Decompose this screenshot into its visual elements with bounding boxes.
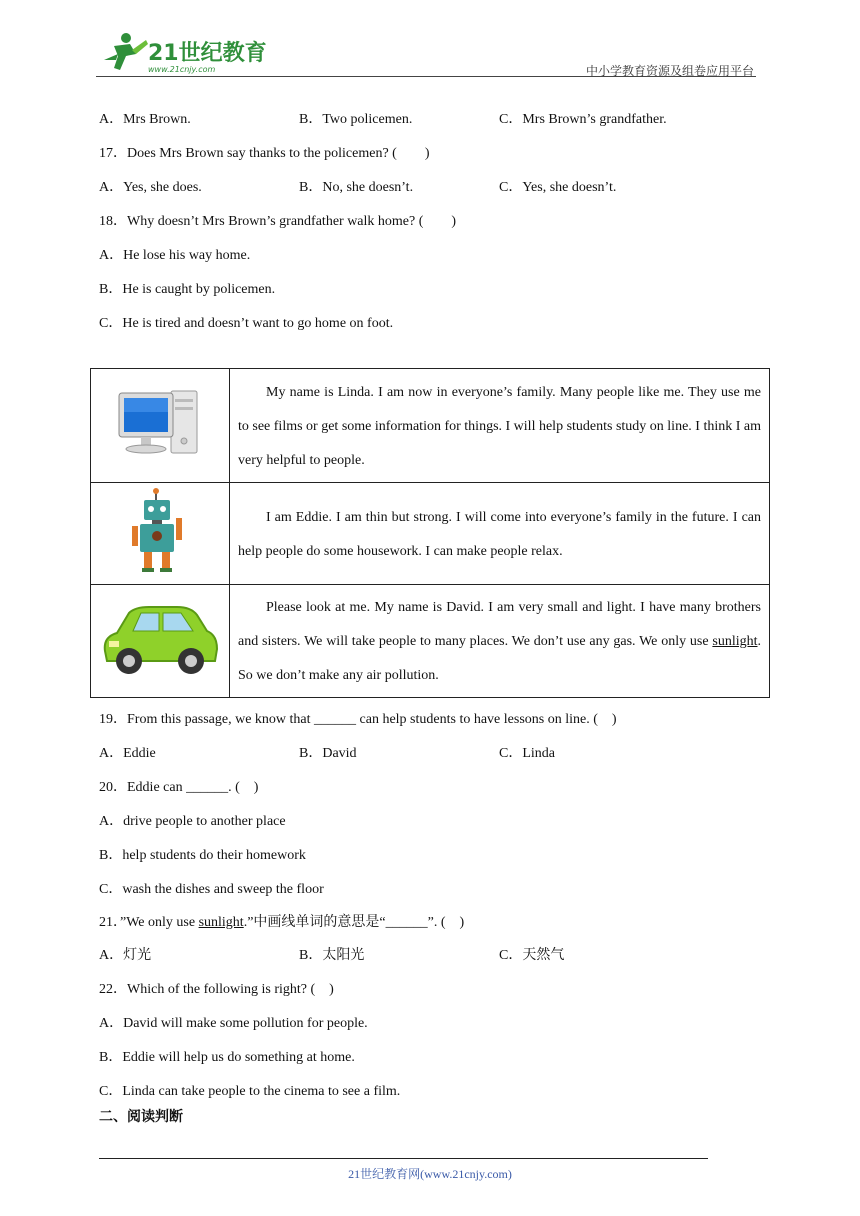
logo-text: 21世纪教育 [148, 41, 267, 66]
underlined-word: sunlight [712, 634, 758, 649]
q20-option-b: B．help students do their homework [99, 848, 306, 863]
q22-option-c: C．Linda can take people to the cinema to see a film. [99, 1084, 401, 1099]
q19-option-a: A．Eddie [99, 746, 156, 761]
q20-option-a: A．drive people to another place [99, 814, 286, 829]
q16-option-a: A．Mrs Brown. [99, 112, 191, 127]
q21-option-c: C．天然气 [499, 948, 565, 963]
passage-row [91, 483, 770, 585]
q21-question: 21．”We only use sunlight.”中画线单词的意思是“______”. ( ) [99, 915, 465, 930]
passage-row [91, 585, 770, 698]
platform-name: 中小学教育资源及组卷应用平台 [585, 64, 754, 78]
q22-option-a: A．David will make some pollution for people. [99, 1016, 368, 1031]
q18-question: 18．Why doesn’t Mrs Brown’s grandfather walk home? ( ) [99, 214, 457, 229]
q21-option-a: A．灯光 [99, 948, 152, 963]
underlined-word: sunlight [198, 915, 244, 930]
q21-option-b: B．太阳光 [299, 948, 365, 963]
q17-question: 17．Does Mrs Brown say thanks to the policemen? ( ) [99, 146, 430, 161]
q16-option-b: B．Two policemen. [299, 112, 413, 127]
q20-question: 20．Eddie can ______. ( ) [99, 780, 259, 795]
footer-text: 21世纪教育网(www.21cnjy.com) [348, 1167, 512, 1181]
car-icon [99, 601, 221, 677]
passage-david: Please look at me. My name is David. I am very small and light. I have many brothers and sisters. We will take people to many places. We don’t use any gas. We only use sunlight. So we don’t make any air pollution. [230, 585, 770, 698]
q17-option-c: C．Yes, she doesn’t. [499, 180, 617, 195]
q19-question: 19．From this passage, we know that ______ can help students to have lessons on line. ( ) [99, 712, 617, 727]
passage-row [91, 369, 770, 483]
passage-eddie: I am Eddie. I am thin but strong. I will come into everyone’s family in the future. I can help people do some housework. I can make people relax. [230, 483, 770, 585]
q17-option-b: B．No, she doesn’t. [299, 180, 414, 195]
robot-icon [130, 488, 190, 574]
q18-option-b: B．He is caught by policemen. [99, 282, 276, 297]
q18-option-a: A．He lose his way home. [99, 248, 251, 263]
q19-option-b: B．David [299, 746, 357, 761]
q22-question: 22．Which of the following is right? ( ) [99, 982, 334, 997]
q20-option-c: C．wash the dishes and sweep the floor [99, 882, 324, 897]
q22-option-b: B．Eddie will help us do something at home. [99, 1050, 355, 1065]
passage-table [90, 368, 770, 698]
section-title: 二、阅读判断 [99, 1109, 183, 1125]
logo-icon [96, 30, 296, 76]
q17-option-a: A．Yes, she does. [99, 180, 202, 195]
q16-option-c: C．Mrs Brown’s grandfather. [499, 112, 667, 127]
q19-option-c: C．Linda [499, 746, 555, 761]
q18-option-c: C．He is tired and doesn’t want to go home on foot. [99, 316, 394, 331]
passage-linda: My name is Linda. I am now in everyone’s family. Many people like me. They use me to see films or get some information for things. I will help students study on line. I think I am very helpful to people. [230, 369, 770, 483]
computer-icon [115, 383, 205, 463]
footer-divider [99, 1158, 708, 1159]
header-divider [96, 76, 756, 77]
page-header [96, 30, 756, 78]
logo-url: www.21cnjy.com [148, 65, 216, 74]
